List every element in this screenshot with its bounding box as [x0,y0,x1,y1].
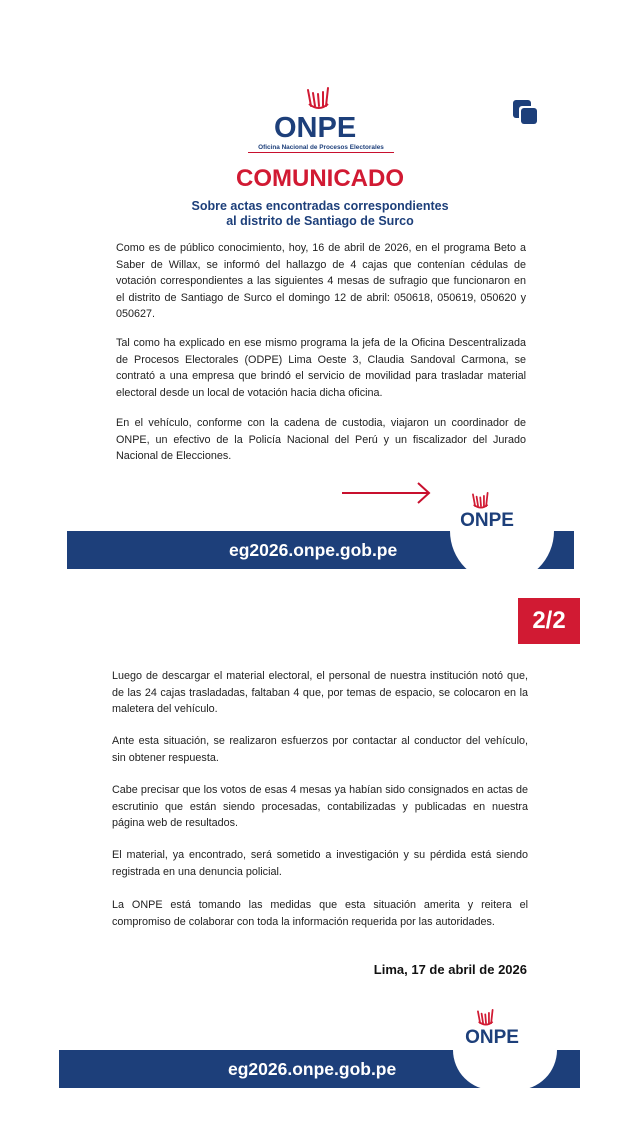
arrow-right-icon [340,480,434,506]
voting-hand-icon [470,490,492,512]
onpe-logo-small [447,1007,537,1057]
logo-wordmark: ONPE [274,112,357,144]
footer-url[interactable]: eg2026.onpe.gob.pe [229,540,398,560]
paragraph: En el vehículo, conforme con la cadena de custodia, viajaron un coordinador de ONPE, un efectivo de la Policía Nacional del Perú y un fiscalizador del Jurado Nacional de Elecciones. [116,417,526,462]
voting-hand-icon [304,84,334,114]
paragraph: Tal como ha explicado en ese mismo programa la jefa de la Oficina Descentralizada de Procesos Electorales (ODPE) Lima Oeste 3, Claudia Sandoval Carmona, se contrató a una empresa que brindó el servicio de movilidad para trasladar material electoral desde un local de votación hacia dicha oficina. [116,337,526,399]
logo-tagline: Oficina Nacional de Procesos Electorales [248,144,394,153]
onpe-logo [248,84,394,156]
subtitle-line-1: Sobre actas encontradas correspondientes [191,199,449,213]
paragraph: Ante esta situación, se realizaron esfuerzos por contactar al conductor del vehículo, sin obtener respuesta. [112,735,528,764]
signature-date: Lima, 17 de abril de 2026 [373,962,527,977]
page-title: COMUNICADO [236,165,404,192]
voting-hand-icon [475,1007,497,1029]
paragraph: La ONPE está tomando las medidas que esta situación amerita y reitera el compromiso de colaborar con toda la información requerida por las autoridades. [112,899,528,928]
onpe-logo-small [442,490,532,540]
page-subtitle [150,199,490,229]
subtitle-line-2: al distrito de Santiago de Surco [226,214,414,228]
logo-wordmark: ONPE [465,1027,519,1048]
page-number-badge: 2/2 [518,598,580,644]
paragraph: El material, ya encontrado, será sometido a investigación y su pérdida está siendo registrada en una denuncia policial. [112,849,528,878]
copy-icon[interactable] [510,97,540,127]
paragraph: Cabe precisar que los votos de esas 4 mesas ya habían sido consignados en actas de escrutinio que están siendo procesadas, contabilizadas y publicadas en nuestra página web de resultados. [112,784,528,829]
paragraph: Luego de descargar el material electoral, el personal de nuestra institución notó que, de las 24 cajas trasladadas, faltaban 4 que, por temas de espacio, se colocaron en la maletera del vehículo. [112,670,528,715]
footer-url[interactable]: eg2026.onpe.gob.pe [228,1059,397,1079]
paragraph: Como es de público conocimiento, hoy, 16 de abril de 2026, en el programa Beto a Saber de Willax, se informó del hallazgo de 4 cajas que contenían cédulas de votación correspondientes a las siguientes 4 mesas de sufragio que funcionaron en el distrito de Santiago de Surco el domingo 12 de abril: 050618, 050619, 050620 y 050627. [116,242,526,320]
logo-wordmark: ONPE [460,510,514,531]
